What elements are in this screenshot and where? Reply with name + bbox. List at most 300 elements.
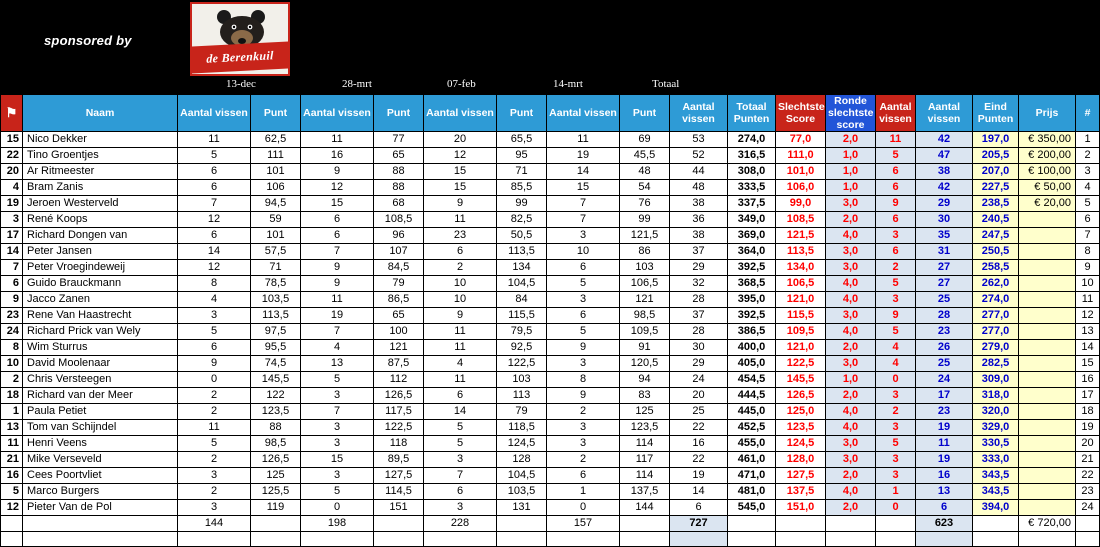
row-punt-1[interactable]: 95,5 bbox=[251, 340, 301, 356]
row-slechtste-score[interactable]: 151,0 bbox=[776, 500, 826, 516]
row-index[interactable] bbox=[1076, 516, 1100, 532]
row-punt-2[interactable]: 86,5 bbox=[374, 292, 424, 308]
row-punt-2[interactable]: 65 bbox=[374, 308, 424, 324]
row-name[interactable]: Tino Groentjes bbox=[23, 148, 178, 164]
row-aantal-4[interactable]: 6 bbox=[547, 260, 620, 276]
row-ronde-slechtste[interactable]: 3,0 bbox=[826, 308, 876, 324]
row-aantal-2[interactable]: 9 bbox=[301, 276, 374, 292]
row-punt-1[interactable]: 145,5 bbox=[251, 372, 301, 388]
row-rank[interactable]: 21 bbox=[1, 452, 23, 468]
row-punt-4[interactable]: 144 bbox=[620, 500, 670, 516]
row-aantal-1[interactable]: 6 bbox=[178, 164, 251, 180]
row-aantal-2[interactable]: 13 bbox=[301, 356, 374, 372]
row-eind-punten[interactable]: 258,5 bbox=[973, 260, 1019, 276]
row-punt-4[interactable]: 120,5 bbox=[620, 356, 670, 372]
row-punt-3[interactable]: 82,5 bbox=[497, 212, 547, 228]
row-eind-punten[interactable]: 240,5 bbox=[973, 212, 1019, 228]
row-punt-1[interactable]: 113,5 bbox=[251, 308, 301, 324]
row-punt-1[interactable] bbox=[251, 516, 301, 532]
row-index[interactable]: 23 bbox=[1076, 484, 1100, 500]
row-punt-2[interactable]: 84,5 bbox=[374, 260, 424, 276]
row-punt-2[interactable]: 151 bbox=[374, 500, 424, 516]
row-slechtste-score[interactable]: 127,5 bbox=[776, 468, 826, 484]
row-punt-3[interactable]: 79 bbox=[497, 404, 547, 420]
row-totaal-punten[interactable]: 369,0 bbox=[728, 228, 776, 244]
row-index[interactable]: 2 bbox=[1076, 148, 1100, 164]
row-totaal-punten[interactable]: 392,5 bbox=[728, 260, 776, 276]
table-row[interactable] bbox=[1, 372, 1100, 388]
row-aantal-total[interactable] bbox=[670, 532, 728, 547]
row-aantal-1[interactable]: 3 bbox=[178, 468, 251, 484]
row-aantal-2[interactable]: 0 bbox=[301, 500, 374, 516]
row-name[interactable]: Richard van der Meer bbox=[23, 388, 178, 404]
row-punt-1[interactable]: 126,5 bbox=[251, 452, 301, 468]
row-totaal-punten[interactable]: 405,0 bbox=[728, 356, 776, 372]
row-name[interactable]: Wim Sturrus bbox=[23, 340, 178, 356]
row-aantal-3[interactable]: 12 bbox=[424, 148, 497, 164]
row-aantal-red[interactable]: 3 bbox=[876, 388, 916, 404]
table-row[interactable] bbox=[1, 452, 1100, 468]
row-eind-punten[interactable]: 279,0 bbox=[973, 340, 1019, 356]
row-punt-1[interactable]: 94,5 bbox=[251, 196, 301, 212]
row-aantal-2[interactable]: 3 bbox=[301, 420, 374, 436]
row-punt-3[interactable]: 113 bbox=[497, 388, 547, 404]
row-prijs[interactable]: € 350,00 bbox=[1019, 132, 1076, 148]
row-prijs[interactable]: € 720,00 bbox=[1019, 516, 1076, 532]
row-punt-3[interactable]: 65,5 bbox=[497, 132, 547, 148]
row-aantal-1[interactable]: 6 bbox=[178, 180, 251, 196]
row-eind-punten[interactable]: 343,5 bbox=[973, 484, 1019, 500]
row-punt-2[interactable]: 65 bbox=[374, 148, 424, 164]
row-ronde-slechtste[interactable]: 2,0 bbox=[826, 468, 876, 484]
row-aantal-2[interactable]: 15 bbox=[301, 196, 374, 212]
row-punt-4[interactable]: 121 bbox=[620, 292, 670, 308]
row-aantal-blue[interactable] bbox=[916, 532, 973, 547]
row-name[interactable]: Chris Versteegen bbox=[23, 372, 178, 388]
row-aantal-1[interactable]: 9 bbox=[178, 356, 251, 372]
row-eind-punten[interactable] bbox=[973, 532, 1019, 547]
row-aantal-2[interactable]: 11 bbox=[301, 292, 374, 308]
row-punt-3[interactable]: 71 bbox=[497, 164, 547, 180]
row-aantal-total[interactable]: 53 bbox=[670, 132, 728, 148]
row-aantal-blue[interactable]: 6 bbox=[916, 500, 973, 516]
row-aantal-1[interactable]: 3 bbox=[178, 308, 251, 324]
row-aantal-1[interactable]: 6 bbox=[178, 340, 251, 356]
row-eind-punten[interactable]: 343,5 bbox=[973, 468, 1019, 484]
row-punt-4[interactable]: 109,5 bbox=[620, 324, 670, 340]
row-aantal-total[interactable]: 25 bbox=[670, 404, 728, 420]
row-aantal-red[interactable]: 5 bbox=[876, 436, 916, 452]
row-totaal-punten[interactable]: 545,0 bbox=[728, 500, 776, 516]
row-rank[interactable]: 2 bbox=[1, 372, 23, 388]
row-prijs[interactable] bbox=[1019, 292, 1076, 308]
row-index[interactable]: 19 bbox=[1076, 420, 1100, 436]
row-punt-2[interactable] bbox=[374, 516, 424, 532]
row-totaal-punten[interactable] bbox=[728, 516, 776, 532]
row-ronde-slechtste[interactable]: 2,0 bbox=[826, 388, 876, 404]
row-aantal-3[interactable]: 11 bbox=[424, 212, 497, 228]
table-row[interactable] bbox=[1, 196, 1100, 212]
row-slechtste-score[interactable]: 111,0 bbox=[776, 148, 826, 164]
row-punt-2[interactable]: 117,5 bbox=[374, 404, 424, 420]
row-totaal-punten[interactable]: 445,0 bbox=[728, 404, 776, 420]
row-aantal-1[interactable]: 5 bbox=[178, 436, 251, 452]
row-punt-4[interactable]: 86 bbox=[620, 244, 670, 260]
row-eind-punten[interactable]: 197,0 bbox=[973, 132, 1019, 148]
row-aantal-1[interactable]: 2 bbox=[178, 484, 251, 500]
row-rank[interactable]: 4 bbox=[1, 180, 23, 196]
row-punt-3[interactable]: 99 bbox=[497, 196, 547, 212]
row-aantal-3[interactable]: 9 bbox=[424, 308, 497, 324]
row-rank[interactable] bbox=[1, 516, 23, 532]
row-aantal-4[interactable]: 0 bbox=[547, 500, 620, 516]
row-aantal-4[interactable]: 3 bbox=[547, 420, 620, 436]
row-aantal-1[interactable]: 6 bbox=[178, 228, 251, 244]
row-index[interactable]: 16 bbox=[1076, 372, 1100, 388]
row-punt-4[interactable]: 103 bbox=[620, 260, 670, 276]
row-index[interactable]: 5 bbox=[1076, 196, 1100, 212]
row-punt-4[interactable]: 114 bbox=[620, 436, 670, 452]
row-index[interactable]: 4 bbox=[1076, 180, 1100, 196]
row-aantal-1[interactable]: 2 bbox=[178, 452, 251, 468]
row-name[interactable]: Paula Petiet bbox=[23, 404, 178, 420]
row-aantal-3[interactable]: 5 bbox=[424, 420, 497, 436]
row-punt-1[interactable]: 122 bbox=[251, 388, 301, 404]
row-name[interactable]: Mike Verseveld bbox=[23, 452, 178, 468]
row-prijs[interactable] bbox=[1019, 372, 1076, 388]
row-totaal-punten[interactable]: 386,5 bbox=[728, 324, 776, 340]
row-aantal-3[interactable]: 6 bbox=[424, 244, 497, 260]
row-aantal-blue[interactable]: 30 bbox=[916, 212, 973, 228]
table-row[interactable] bbox=[1, 468, 1100, 484]
row-aantal-red[interactable]: 9 bbox=[876, 196, 916, 212]
row-aantal-red[interactable]: 11 bbox=[876, 132, 916, 148]
row-aantal-blue[interactable]: 23 bbox=[916, 324, 973, 340]
table-row[interactable] bbox=[1, 276, 1100, 292]
row-aantal-3[interactable]: 2 bbox=[424, 260, 497, 276]
table-row[interactable] bbox=[1, 340, 1100, 356]
row-aantal-1[interactable]: 4 bbox=[178, 292, 251, 308]
row-prijs[interactable] bbox=[1019, 228, 1076, 244]
row-punt-3[interactable]: 92,5 bbox=[497, 340, 547, 356]
row-aantal-4[interactable]: 3 bbox=[547, 356, 620, 372]
row-aantal-red[interactable]: 3 bbox=[876, 292, 916, 308]
row-aantal-total[interactable]: 52 bbox=[670, 148, 728, 164]
row-aantal-2[interactable]: 15 bbox=[301, 452, 374, 468]
row-aantal-3[interactable]: 228 bbox=[424, 516, 497, 532]
row-totaal-punten[interactable]: 481,0 bbox=[728, 484, 776, 500]
row-aantal-4[interactable]: 8 bbox=[547, 372, 620, 388]
row-aantal-1[interactable]: 8 bbox=[178, 276, 251, 292]
row-aantal-red[interactable]: 4 bbox=[876, 340, 916, 356]
row-slechtste-score[interactable]: 109,5 bbox=[776, 324, 826, 340]
row-prijs[interactable] bbox=[1019, 500, 1076, 516]
row-rank[interactable]: 6 bbox=[1, 276, 23, 292]
row-slechtste-score[interactable]: 108,5 bbox=[776, 212, 826, 228]
row-slechtste-score[interactable]: 106,0 bbox=[776, 180, 826, 196]
row-punt-4[interactable]: 45,5 bbox=[620, 148, 670, 164]
row-punt-3[interactable]: 103 bbox=[497, 372, 547, 388]
row-aantal-blue[interactable]: 27 bbox=[916, 276, 973, 292]
row-ronde-slechtste[interactable]: 4,0 bbox=[826, 292, 876, 308]
row-totaal-punten[interactable]: 444,5 bbox=[728, 388, 776, 404]
row-slechtste-score[interactable]: 124,5 bbox=[776, 436, 826, 452]
row-aantal-red[interactable]: 2 bbox=[876, 404, 916, 420]
row-aantal-3[interactable]: 5 bbox=[424, 436, 497, 452]
row-rank[interactable]: 23 bbox=[1, 308, 23, 324]
row-aantal-1[interactable]: 5 bbox=[178, 324, 251, 340]
row-prijs[interactable] bbox=[1019, 532, 1076, 547]
row-aantal-2[interactable]: 198 bbox=[301, 516, 374, 532]
row-punt-2[interactable]: 108,5 bbox=[374, 212, 424, 228]
row-aantal-4[interactable]: 9 bbox=[547, 388, 620, 404]
row-slechtste-score[interactable]: 145,5 bbox=[776, 372, 826, 388]
row-index[interactable]: 21 bbox=[1076, 452, 1100, 468]
row-aantal-blue[interactable]: 19 bbox=[916, 420, 973, 436]
row-name[interactable]: Jacco Zanen bbox=[23, 292, 178, 308]
row-aantal-blue[interactable]: 28 bbox=[916, 308, 973, 324]
row-index[interactable]: 17 bbox=[1076, 388, 1100, 404]
row-name[interactable]: René Koops bbox=[23, 212, 178, 228]
row-rank[interactable]: 22 bbox=[1, 148, 23, 164]
row-aantal-blue[interactable]: 27 bbox=[916, 260, 973, 276]
row-punt-1[interactable]: 59 bbox=[251, 212, 301, 228]
row-name[interactable]: David Moolenaar bbox=[23, 356, 178, 372]
row-aantal-3[interactable]: 15 bbox=[424, 180, 497, 196]
row-aantal-4[interactable] bbox=[547, 532, 620, 547]
row-aantal-3[interactable]: 15 bbox=[424, 164, 497, 180]
row-ronde-slechtste[interactable]: 3,0 bbox=[826, 196, 876, 212]
row-aantal-2[interactable]: 9 bbox=[301, 164, 374, 180]
row-ronde-slechtste[interactable]: 1,0 bbox=[826, 372, 876, 388]
row-punt-3[interactable]: 118,5 bbox=[497, 420, 547, 436]
row-aantal-total[interactable]: 32 bbox=[670, 276, 728, 292]
row-rank[interactable]: 13 bbox=[1, 420, 23, 436]
row-aantal-red[interactable]: 2 bbox=[876, 260, 916, 276]
table-row[interactable] bbox=[1, 324, 1100, 340]
row-eind-punten[interactable]: 227,5 bbox=[973, 180, 1019, 196]
row-punt-2[interactable]: 88 bbox=[374, 180, 424, 196]
row-ronde-slechtste[interactable]: 1,0 bbox=[826, 180, 876, 196]
row-slechtste-score[interactable]: 77,0 bbox=[776, 132, 826, 148]
row-aantal-blue[interactable]: 25 bbox=[916, 356, 973, 372]
row-eind-punten[interactable]: 277,0 bbox=[973, 308, 1019, 324]
row-ronde-slechtste[interactable]: 4,0 bbox=[826, 404, 876, 420]
row-punt-4[interactable]: 76 bbox=[620, 196, 670, 212]
row-punt-2[interactable]: 77 bbox=[374, 132, 424, 148]
row-punt-2[interactable] bbox=[374, 532, 424, 547]
row-name[interactable]: Cees Poortvliet bbox=[23, 468, 178, 484]
row-aantal-blue[interactable]: 16 bbox=[916, 468, 973, 484]
table-row[interactable] bbox=[1, 164, 1100, 180]
row-ronde-slechtste[interactable]: 1,0 bbox=[826, 148, 876, 164]
table-summary-row[interactable] bbox=[1, 516, 1100, 532]
row-prijs[interactable] bbox=[1019, 260, 1076, 276]
row-aantal-total[interactable]: 29 bbox=[670, 356, 728, 372]
row-aantal-total[interactable]: 22 bbox=[670, 420, 728, 436]
row-punt-3[interactable]: 84 bbox=[497, 292, 547, 308]
row-aantal-blue[interactable]: 17 bbox=[916, 388, 973, 404]
row-aantal-total[interactable]: 37 bbox=[670, 308, 728, 324]
row-aantal-red[interactable]: 5 bbox=[876, 276, 916, 292]
row-slechtste-score[interactable]: 115,5 bbox=[776, 308, 826, 324]
row-punt-4[interactable]: 125 bbox=[620, 404, 670, 420]
row-aantal-4[interactable]: 15 bbox=[547, 180, 620, 196]
row-index[interactable]: 11 bbox=[1076, 292, 1100, 308]
row-punt-1[interactable] bbox=[251, 532, 301, 547]
row-index[interactable]: 8 bbox=[1076, 244, 1100, 260]
row-aantal-1[interactable]: 144 bbox=[178, 516, 251, 532]
row-aantal-3[interactable]: 11 bbox=[424, 372, 497, 388]
row-aantal-3[interactable]: 6 bbox=[424, 484, 497, 500]
row-punt-1[interactable]: 88 bbox=[251, 420, 301, 436]
row-aantal-red[interactable]: 1 bbox=[876, 484, 916, 500]
row-rank[interactable]: 11 bbox=[1, 436, 23, 452]
row-ronde-slechtste[interactable]: 4,0 bbox=[826, 228, 876, 244]
row-rank[interactable]: 18 bbox=[1, 388, 23, 404]
row-punt-3[interactable]: 124,5 bbox=[497, 436, 547, 452]
row-punt-3[interactable]: 95 bbox=[497, 148, 547, 164]
row-punt-2[interactable]: 100 bbox=[374, 324, 424, 340]
row-ronde-slechtste[interactable]: 3,0 bbox=[826, 436, 876, 452]
row-aantal-red[interactable]: 3 bbox=[876, 228, 916, 244]
row-aantal-1[interactable]: 2 bbox=[178, 404, 251, 420]
row-slechtste-score[interactable]: 137,5 bbox=[776, 484, 826, 500]
row-punt-3[interactable] bbox=[497, 516, 547, 532]
table-row[interactable] bbox=[1, 356, 1100, 372]
row-aantal-total[interactable]: 28 bbox=[670, 292, 728, 308]
row-eind-punten[interactable]: 394,0 bbox=[973, 500, 1019, 516]
row-aantal-1[interactable]: 14 bbox=[178, 244, 251, 260]
row-ronde-slechtste[interactable]: 2,0 bbox=[826, 132, 876, 148]
row-totaal-punten[interactable]: 368,5 bbox=[728, 276, 776, 292]
row-aantal-blue[interactable]: 26 bbox=[916, 340, 973, 356]
row-ronde-slechtste[interactable]: 3,0 bbox=[826, 452, 876, 468]
row-totaal-punten[interactable]: 471,0 bbox=[728, 468, 776, 484]
row-prijs[interactable] bbox=[1019, 452, 1076, 468]
row-aantal-4[interactable]: 3 bbox=[547, 292, 620, 308]
row-punt-1[interactable]: 106 bbox=[251, 180, 301, 196]
row-name[interactable] bbox=[23, 532, 178, 547]
row-eind-punten[interactable]: 238,5 bbox=[973, 196, 1019, 212]
row-ronde-slechtste[interactable] bbox=[826, 516, 876, 532]
row-aantal-red[interactable]: 5 bbox=[876, 148, 916, 164]
row-aantal-red[interactable]: 3 bbox=[876, 420, 916, 436]
table-row[interactable] bbox=[1, 420, 1100, 436]
row-aantal-blue[interactable]: 38 bbox=[916, 164, 973, 180]
row-prijs[interactable] bbox=[1019, 244, 1076, 260]
row-name[interactable]: Rene Van Haastrecht bbox=[23, 308, 178, 324]
row-punt-4[interactable]: 69 bbox=[620, 132, 670, 148]
row-punt-4[interactable]: 106,5 bbox=[620, 276, 670, 292]
row-aantal-total[interactable]: 36 bbox=[670, 212, 728, 228]
row-punt-1[interactable]: 101 bbox=[251, 228, 301, 244]
row-aantal-4[interactable]: 1 bbox=[547, 484, 620, 500]
row-prijs[interactable] bbox=[1019, 436, 1076, 452]
row-aantal-1[interactable]: 12 bbox=[178, 212, 251, 228]
row-eind-punten[interactable] bbox=[973, 516, 1019, 532]
row-aantal-4[interactable]: 3 bbox=[547, 436, 620, 452]
row-punt-2[interactable]: 89,5 bbox=[374, 452, 424, 468]
row-punt-4[interactable] bbox=[620, 532, 670, 547]
row-prijs[interactable] bbox=[1019, 356, 1076, 372]
row-aantal-total[interactable]: 30 bbox=[670, 340, 728, 356]
row-aantal-total[interactable]: 727 bbox=[670, 516, 728, 532]
row-aantal-3[interactable] bbox=[424, 532, 497, 547]
table-row[interactable] bbox=[1, 132, 1100, 148]
row-punt-3[interactable]: 104,5 bbox=[497, 468, 547, 484]
row-punt-2[interactable]: 68 bbox=[374, 196, 424, 212]
table-row[interactable] bbox=[1, 228, 1100, 244]
row-aantal-total[interactable]: 20 bbox=[670, 388, 728, 404]
row-aantal-3[interactable]: 10 bbox=[424, 292, 497, 308]
row-punt-1[interactable]: 62,5 bbox=[251, 132, 301, 148]
row-aantal-blue[interactable]: 11 bbox=[916, 436, 973, 452]
row-punt-3[interactable] bbox=[497, 532, 547, 547]
row-punt-1[interactable]: 78,5 bbox=[251, 276, 301, 292]
row-aantal-2[interactable]: 7 bbox=[301, 404, 374, 420]
row-aantal-1[interactable]: 12 bbox=[178, 260, 251, 276]
row-aantal-4[interactable]: 14 bbox=[547, 164, 620, 180]
table-row[interactable] bbox=[1, 212, 1100, 228]
row-aantal-total[interactable]: 44 bbox=[670, 164, 728, 180]
row-aantal-4[interactable]: 3 bbox=[547, 228, 620, 244]
row-aantal-4[interactable]: 19 bbox=[547, 148, 620, 164]
row-aantal-blue[interactable]: 19 bbox=[916, 452, 973, 468]
row-punt-1[interactable]: 71 bbox=[251, 260, 301, 276]
row-punt-3[interactable]: 104,5 bbox=[497, 276, 547, 292]
row-slechtste-score[interactable]: 113,5 bbox=[776, 244, 826, 260]
table-row[interactable] bbox=[1, 260, 1100, 276]
row-punt-2[interactable]: 87,5 bbox=[374, 356, 424, 372]
row-eind-punten[interactable]: 282,5 bbox=[973, 356, 1019, 372]
row-eind-punten[interactable]: 309,0 bbox=[973, 372, 1019, 388]
row-name[interactable]: Jeroen Westerveld bbox=[23, 196, 178, 212]
row-rank[interactable]: 24 bbox=[1, 324, 23, 340]
row-aantal-total[interactable]: 38 bbox=[670, 196, 728, 212]
row-totaal-punten[interactable]: 455,0 bbox=[728, 436, 776, 452]
row-eind-punten[interactable]: 329,0 bbox=[973, 420, 1019, 436]
row-punt-3[interactable]: 128 bbox=[497, 452, 547, 468]
row-index[interactable]: 18 bbox=[1076, 404, 1100, 420]
row-prijs[interactable] bbox=[1019, 420, 1076, 436]
row-index[interactable]: 12 bbox=[1076, 308, 1100, 324]
row-aantal-total[interactable]: 29 bbox=[670, 260, 728, 276]
row-prijs[interactable]: € 20,00 bbox=[1019, 196, 1076, 212]
row-name[interactable]: Pieter Van de Pol bbox=[23, 500, 178, 516]
row-ronde-slechtste[interactable]: 2,0 bbox=[826, 500, 876, 516]
row-punt-1[interactable]: 123,5 bbox=[251, 404, 301, 420]
row-aantal-3[interactable]: 11 bbox=[424, 324, 497, 340]
row-prijs[interactable] bbox=[1019, 340, 1076, 356]
row-aantal-1[interactable]: 3 bbox=[178, 500, 251, 516]
row-aantal-1[interactable] bbox=[178, 532, 251, 547]
row-aantal-total[interactable]: 48 bbox=[670, 180, 728, 196]
row-punt-1[interactable]: 111 bbox=[251, 148, 301, 164]
row-punt-2[interactable]: 121 bbox=[374, 340, 424, 356]
row-aantal-4[interactable]: 5 bbox=[547, 324, 620, 340]
row-totaal-punten[interactable]: 461,0 bbox=[728, 452, 776, 468]
row-punt-2[interactable]: 112 bbox=[374, 372, 424, 388]
row-name[interactable]: Nico Dekker bbox=[23, 132, 178, 148]
row-punt-2[interactable]: 114,5 bbox=[374, 484, 424, 500]
row-aantal-4[interactable]: 2 bbox=[547, 404, 620, 420]
row-aantal-red[interactable]: 3 bbox=[876, 452, 916, 468]
row-totaal-punten[interactable]: 337,5 bbox=[728, 196, 776, 212]
row-punt-4[interactable]: 48 bbox=[620, 164, 670, 180]
row-slechtste-score[interactable]: 101,0 bbox=[776, 164, 826, 180]
row-aantal-blue[interactable]: 29 bbox=[916, 196, 973, 212]
